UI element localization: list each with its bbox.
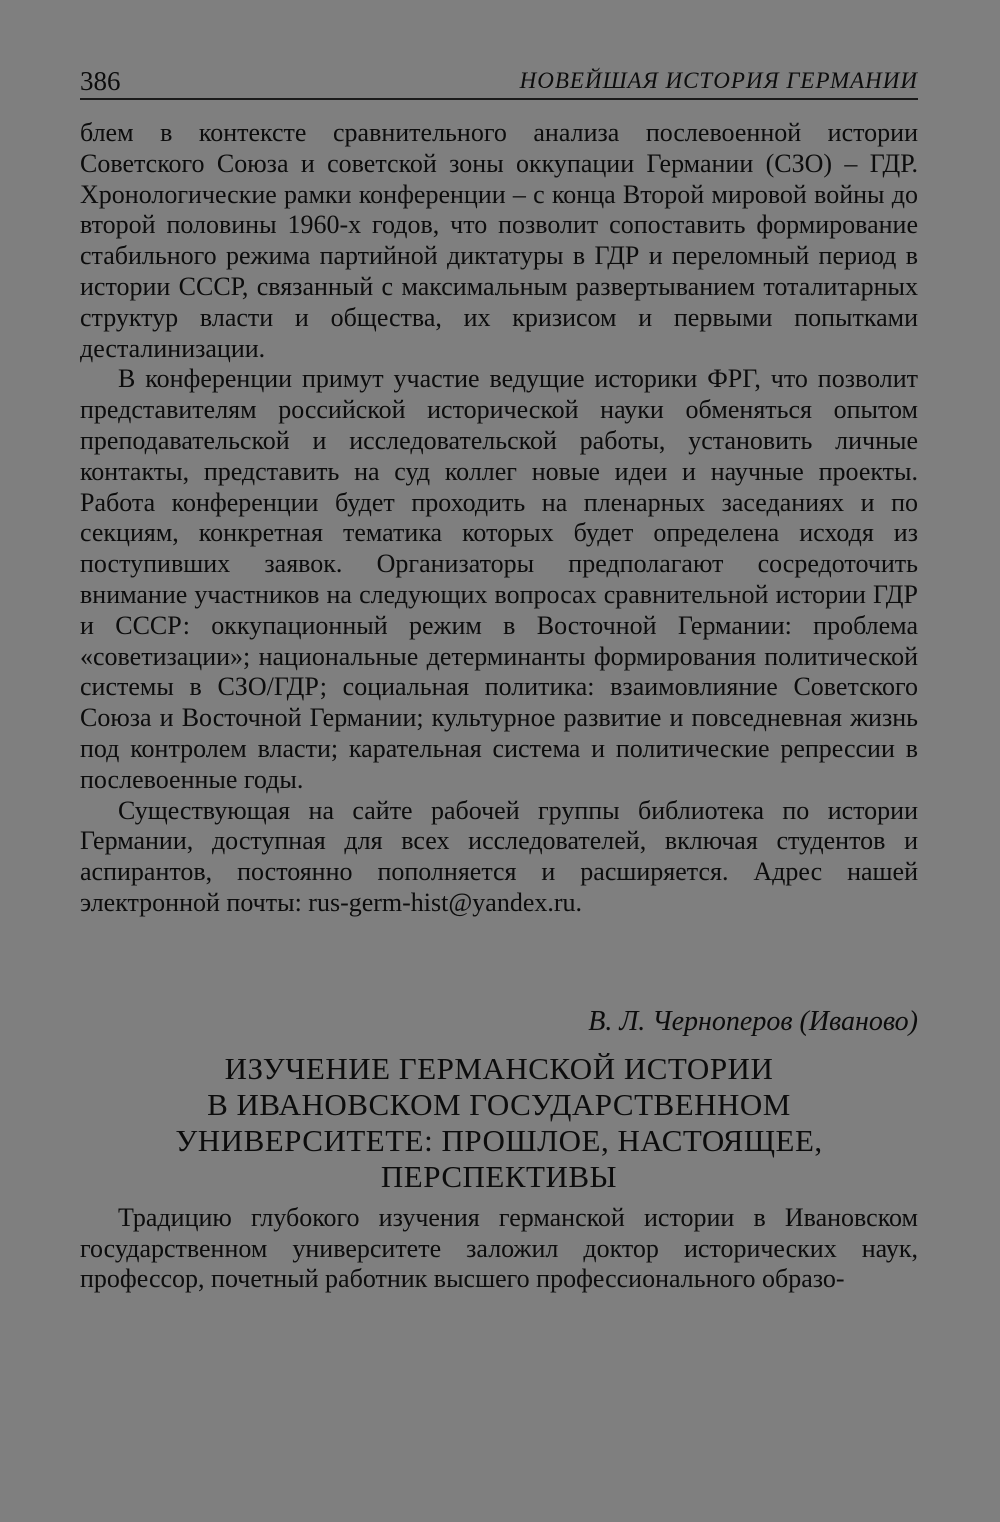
paragraph-library: Существующая на сайте рабочей группы библиотека по истории Германии, доступная для всех исследователей, включая студентов и аспирантов, постоянно пополняется и расширяется. Адрес нашей электронной почты: rus-germ-hist@yandex.ru.: [80, 795, 918, 917]
article-title: [80, 1051, 918, 1195]
main-text: [80, 118, 918, 919]
paragraph-continued: блем в контексте сравнительного анализа послевоенной истории Советского Союза и советской зоны оккупации Германии (СЗО) – ГДР. Хронологические рамки конференции – с конца Второй мировой войны до второй половины 1960-х годов, что позволит сопоставить формирование стабильного режима партийной диктатуры в ГДР и переломный период в истории СССР, связанный с максимальным развертыванием тоталитарных структур власти и общества, их кризисом и первыми попытками десталинизации.: [80, 118, 918, 363]
article-body: [80, 1203, 918, 1295]
article-title-line: УНИВЕРСИТЕТЕ: ПРОШЛОЕ, НАСТОЯЩЕЕ,: [175, 1122, 823, 1158]
paragraph-conference: В конференции примут участие ведущие историки ФРГ, что позволит представителям российской исторической науки обменяться опытом преподавательской и исследовательской работы, установить личные контакты, представить на суд коллег новые идеи и научные проекты. Работа конференции будет проходить на пленарных заседаниях и по секциям, конкретная тематика которых будет определена исходя из поступивших заявок. Организаторы предполагают сосредоточить внимание участников на следующих вопросах сравнительной истории ГДР и СССР: оккупационный режим в Восточной Германии: проблема «советизации»; национальные детерминанты формирования политической системы в СЗО/ГДР; социальная политика: взаимовлияние Советского Союза и Восточной Германии; культурное развитие и повседневная жизнь под контролем власти; карательная система и политические репрессии в послевоенные годы.: [80, 364, 918, 794]
book-page: [80, 60, 918, 1295]
article-title-line: В ИВАНОВСКОМ ГОСУДАРСТВЕННОМ: [207, 1086, 791, 1122]
article-author: В. Л. Черноперов (Иваново): [588, 1005, 918, 1037]
article-title-line: ИЗУЧЕНИЕ ГЕРМАНСКОЙ ИСТОРИИ: [224, 1050, 774, 1086]
running-header-title: НОВЕЙШАЯ ИСТОРИЯ ГЕРМАНИИ: [519, 68, 918, 93]
article-first-paragraph: Традицию глубокого изучения германской истории в Ивановском государственном университете заложил доктор исторических наук, профессор, почетный работник высшего профессионального образо-: [80, 1202, 918, 1294]
page-number: 386: [80, 66, 121, 96]
article-title-line: ПЕРСПЕКТИВЫ: [380, 1158, 618, 1194]
running-header: [80, 60, 918, 100]
